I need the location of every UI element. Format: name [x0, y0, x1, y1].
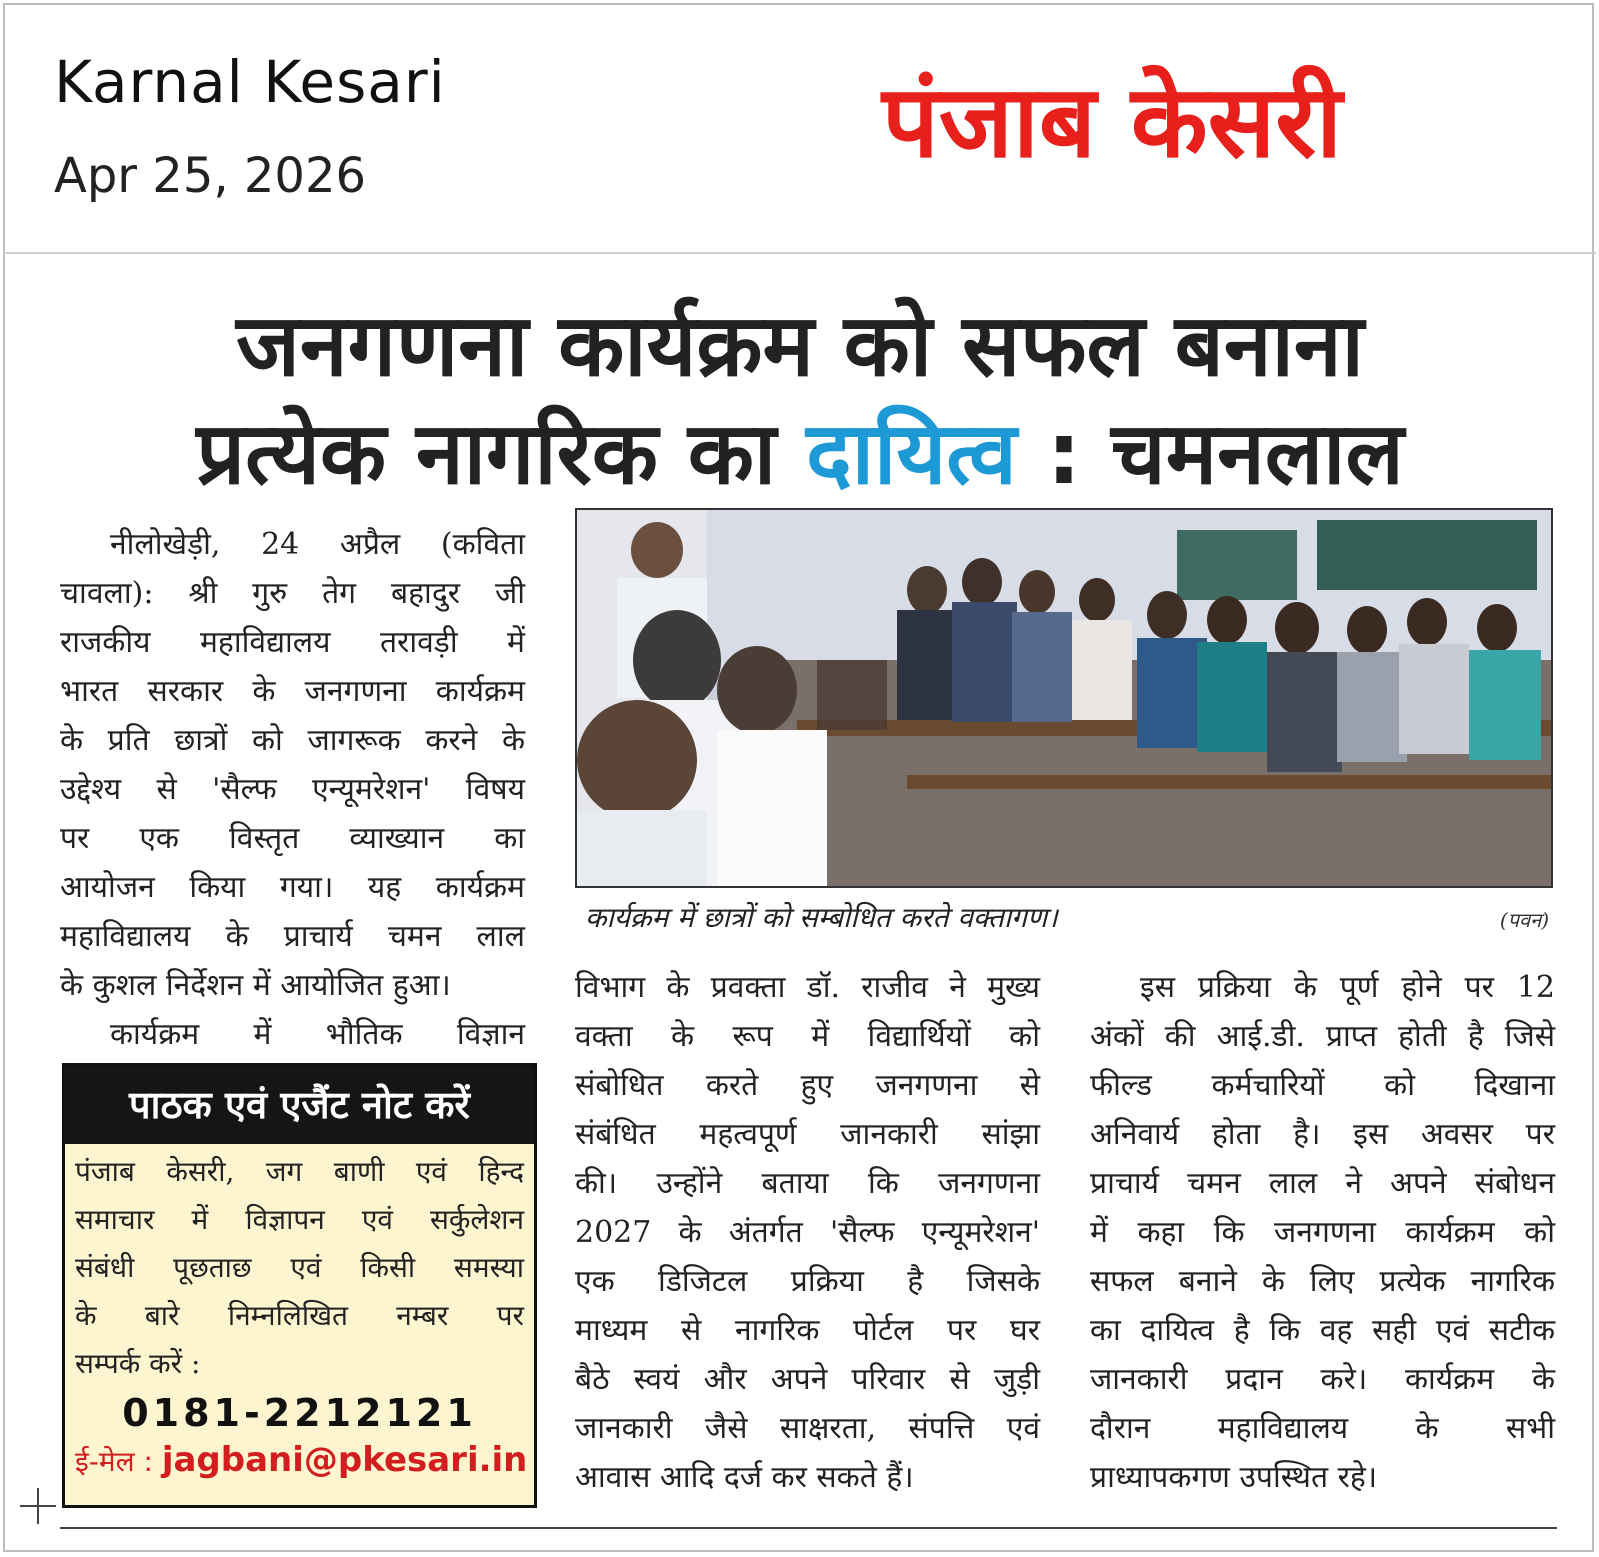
headline-line-1: जनगणना कार्यक्रम को सफल बनाना — [236, 296, 1364, 396]
crop-mark — [37, 1488, 39, 1524]
text-line: कार्यक्रम में भौतिक विज्ञान — [110, 1017, 525, 1052]
text-line: विभाग के प्रवक्ता डॉ. राजीव ने मुख्य — [575, 970, 1040, 1005]
text-line: दौरान महाविद्यालय के सभी — [1090, 1411, 1555, 1446]
edition-name: Karnal Kesari — [54, 48, 446, 116]
text-line: संबोधित करते हुए जनगणना से — [575, 1068, 1040, 1103]
text-line: 2027 के अंतर्गत 'सैल्फ एन्यूमरेशन' — [575, 1215, 1040, 1250]
email-link[interactable]: jagbani@pkesari.in — [161, 1440, 528, 1480]
text-line: संबंधी पूछताछ एवं किसी समस्या — [75, 1251, 524, 1284]
text-line: संबंधित महत्वपूर्ण जानकारी सांझा — [575, 1117, 1040, 1152]
paragraph-1 — [60, 520, 525, 1010]
headline-highlight-word: दायित्व — [806, 404, 1017, 504]
classroom-photo-illustration — [577, 510, 1551, 886]
text-line: राजकीय महाविद्यालय तरावड़ी में — [60, 625, 525, 660]
text-line: आवास आदि दर्ज कर सकते हैं। — [575, 1460, 914, 1495]
text-line: का दायित्व है कि वह सही एवं सटीक — [1090, 1313, 1555, 1348]
article-headline — [40, 292, 1560, 508]
footer-rule — [60, 1527, 1557, 1529]
article-column-3 — [1090, 963, 1555, 1502]
text-line: चावला): श्री गुरु तेग बहादुर जी — [60, 576, 525, 611]
paragraph-2 — [60, 1010, 525, 1059]
notice-title: पाठक एवं एजैंट नोट करें — [65, 1066, 534, 1144]
notice-body — [65, 1144, 534, 1388]
text-line: वक्ता के रूप में विद्यार्थियों को — [575, 1019, 1040, 1054]
text-line: पंजाब केसरी, जग बाणी एवं हिन्द — [75, 1155, 524, 1188]
reader-agent-notice-box — [62, 1063, 537, 1508]
text-line: सफल बनाने के लिए प्रत्येक नागरिक — [1090, 1264, 1555, 1299]
headline-line-2-start: प्रत्येक नागरिक का — [196, 404, 777, 504]
text-line: जानकारी प्रदान करे। कार्यक्रम के — [1090, 1362, 1555, 1397]
text-line: अंकों की आई.डी. प्राप्त होती है जिसे — [1090, 1019, 1555, 1054]
text-line: महाविद्यालय के प्राचार्य चमन लाल — [60, 919, 525, 954]
text-line: इस प्रक्रिया के पूर्ण होने पर 12 — [1140, 970, 1555, 1005]
headline-line-2 — [40, 400, 1560, 508]
header-divider — [3, 252, 1596, 254]
text-line: माध्यम से नागरिक पोर्टल पर घर — [575, 1313, 1040, 1348]
article-column-1 — [60, 520, 525, 1059]
text-line: के प्रति छात्रों को जागरूक करने के — [60, 723, 525, 758]
edition-date: Apr 25, 2026 — [54, 148, 367, 204]
article-photo — [575, 508, 1553, 888]
text-line: आयोजन किया गया। यह कार्यक्रम — [60, 870, 525, 905]
text-line: उद्देश्य से 'सैल्फ एन्यूमरेशन' विषय — [60, 772, 525, 807]
article-column-2 — [575, 963, 1040, 1502]
text-line: एक डिजिटल प्रक्रिया है जिसके — [575, 1264, 1040, 1299]
notice-phone-number[interactable]: 0181-2212121 — [122, 1391, 477, 1435]
text-line: के कुशल निर्देशन में आयोजित हुआ। — [60, 968, 451, 1003]
text-line: जानकारी जैसे साक्षरता, संपत्ति एवं — [575, 1411, 1040, 1446]
photo-caption: कार्यक्रम में छात्रों को सम्बोधित करते वक्तागण। — [585, 901, 1058, 934]
email-label: ई-मेल : — [75, 1445, 153, 1478]
text-line: समाचार में विज्ञापन एवं सर्कुलेशन — [75, 1203, 524, 1236]
text-line: के बारे निम्नलिखित नम्बर पर — [75, 1299, 524, 1332]
text-line: में कहा कि जनगणना कार्यक्रम को — [1090, 1215, 1555, 1250]
photo-credit: (पवन) — [1499, 908, 1549, 932]
text-line: पर एक विस्तृत व्याख्यान का — [60, 821, 525, 856]
text-line: की। उन्होंने बताया कि जनगणना — [575, 1166, 1040, 1201]
text-line: अनिवार्य होता है। इस अवसर पर — [1090, 1117, 1555, 1152]
text-line: फील्ड कर्मचारियों को दिखाना — [1090, 1068, 1555, 1103]
text-line: प्राध्यापकगण उपस्थित रहे। — [1090, 1460, 1378, 1495]
text-line: बैठे स्वयं और अपने परिवार से जुड़ी — [575, 1362, 1040, 1397]
text-line: भारत सरकार के जनगणना कार्यक्रम — [60, 674, 525, 709]
text-line: प्राचार्य चमन लाल ने अपने संबोधन — [1090, 1166, 1555, 1201]
text-line: नीलोखेड़ी, 24 अप्रैल (कविता — [110, 527, 525, 562]
headline-line-2-end: : चमनलाल — [1046, 404, 1404, 504]
notice-email-line — [65, 1438, 534, 1484]
text-line: सम्पर्क करें : — [75, 1347, 201, 1380]
newspaper-masthead: पंजाब केसरी — [882, 63, 1343, 180]
